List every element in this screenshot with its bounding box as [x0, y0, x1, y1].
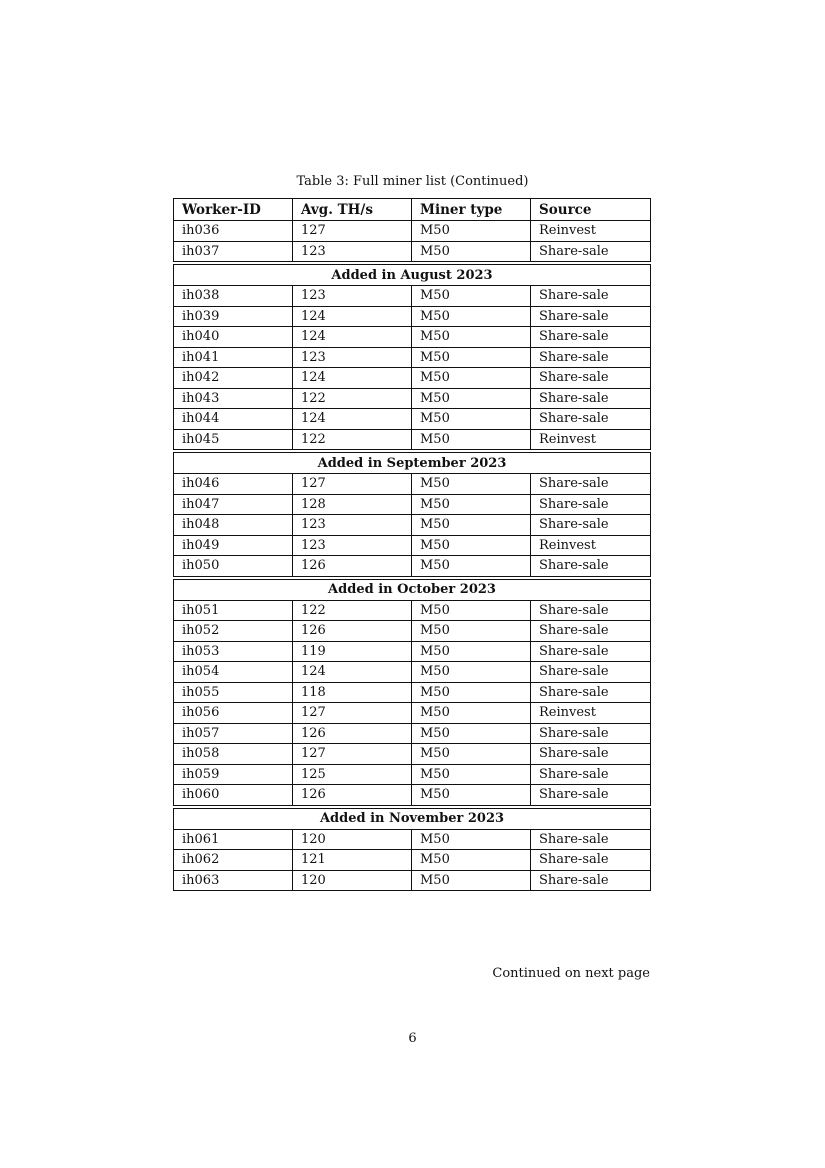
table-row	[174, 829, 651, 850]
source-cell: Share-sale	[531, 494, 651, 515]
source-cell: Share-sale	[531, 515, 651, 536]
avg-ths-cell: 118	[293, 682, 412, 703]
avg-ths-cell: 127	[293, 221, 412, 242]
avg-ths-cell: 124	[293, 327, 412, 348]
worker-id-cell: ih051	[174, 600, 293, 621]
source-cell: Reinvest	[531, 535, 651, 556]
source-cell: Share-sale	[531, 347, 651, 368]
worker-id-cell: ih043	[174, 388, 293, 409]
miner-type-cell: M50	[412, 556, 531, 577]
source-cell: Reinvest	[531, 703, 651, 724]
table-row	[174, 515, 651, 536]
source-cell: Reinvest	[531, 221, 651, 242]
table-row	[174, 535, 651, 556]
source-cell: Share-sale	[531, 723, 651, 744]
worker-id-cell: ih045	[174, 429, 293, 450]
source-cell: Share-sale	[531, 474, 651, 495]
table-row	[174, 764, 651, 785]
group-heading-row	[174, 808, 651, 829]
miner-type-cell: M50	[412, 764, 531, 785]
table-row	[174, 744, 651, 765]
avg-ths-cell: 128	[293, 494, 412, 515]
table-row	[174, 785, 651, 806]
table-row	[174, 621, 651, 642]
header-row	[174, 199, 651, 221]
miner-type-cell: M50	[412, 600, 531, 621]
worker-id-cell: ih059	[174, 764, 293, 785]
worker-id-cell: ih046	[174, 474, 293, 495]
table-row	[174, 494, 651, 515]
group-heading: Added in August 2023	[174, 265, 651, 286]
worker-id-cell: ih061	[174, 829, 293, 850]
worker-id-cell: ih049	[174, 535, 293, 556]
source-cell: Share-sale	[531, 241, 651, 262]
source-cell: Share-sale	[531, 306, 651, 327]
table-caption: Table 3: Full miner list (Continued)	[296, 174, 529, 189]
avg-ths-cell: 120	[293, 870, 412, 891]
source-cell: Share-sale	[531, 327, 651, 348]
avg-ths-cell: 121	[293, 850, 412, 871]
header-avg-ths: Avg. TH/s	[293, 199, 412, 221]
table-row	[174, 600, 651, 621]
source-cell: Share-sale	[531, 556, 651, 577]
table-row	[174, 286, 651, 307]
miner-table	[173, 198, 651, 891]
table-row	[174, 368, 651, 389]
miner-type-cell: M50	[412, 347, 531, 368]
worker-id-cell: ih052	[174, 621, 293, 642]
miner-type-cell: M50	[412, 744, 531, 765]
miner-type-cell: M50	[412, 829, 531, 850]
source-cell: Share-sale	[531, 764, 651, 785]
header-miner-type: Miner type	[412, 199, 531, 221]
source-cell: Share-sale	[531, 388, 651, 409]
table-row	[174, 429, 651, 450]
worker-id-cell: ih036	[174, 221, 293, 242]
worker-id-cell: ih039	[174, 306, 293, 327]
group-heading-row	[174, 453, 651, 474]
table-row	[174, 241, 651, 262]
avg-ths-cell: 124	[293, 368, 412, 389]
group-heading-row	[174, 579, 651, 600]
source-cell: Share-sale	[531, 641, 651, 662]
table-row	[174, 556, 651, 577]
avg-ths-cell: 123	[293, 515, 412, 536]
worker-id-cell: ih038	[174, 286, 293, 307]
miner-table-container	[173, 198, 650, 891]
group-heading-row	[174, 265, 651, 286]
avg-ths-cell: 126	[293, 621, 412, 642]
miner-type-cell: M50	[412, 621, 531, 642]
miner-type-cell: M50	[412, 327, 531, 348]
group-heading: Added in November 2023	[174, 808, 651, 829]
miner-type-cell: M50	[412, 535, 531, 556]
miner-type-cell: M50	[412, 286, 531, 307]
worker-id-cell: ih063	[174, 870, 293, 891]
avg-ths-cell: 124	[293, 409, 412, 430]
source-cell: Share-sale	[531, 621, 651, 642]
miner-type-cell: M50	[412, 306, 531, 327]
miner-type-cell: M50	[412, 429, 531, 450]
worker-id-cell: ih040	[174, 327, 293, 348]
avg-ths-cell: 127	[293, 744, 412, 765]
table-row	[174, 474, 651, 495]
worker-id-cell: ih057	[174, 723, 293, 744]
continued-note: Continued on next page	[492, 966, 650, 981]
source-cell: Share-sale	[531, 829, 651, 850]
source-cell: Share-sale	[531, 662, 651, 683]
table-header	[174, 199, 651, 221]
worker-id-cell: ih041	[174, 347, 293, 368]
source-cell: Share-sale	[531, 286, 651, 307]
group-heading: Added in September 2023	[174, 453, 651, 474]
miner-type-cell: M50	[412, 515, 531, 536]
source-cell: Share-sale	[531, 368, 651, 389]
miner-type-cell: M50	[412, 662, 531, 683]
source-cell: Share-sale	[531, 785, 651, 806]
table-row	[174, 723, 651, 744]
table-row	[174, 850, 651, 871]
avg-ths-cell: 124	[293, 662, 412, 683]
table-row	[174, 641, 651, 662]
miner-type-cell: M50	[412, 870, 531, 891]
avg-ths-cell: 127	[293, 474, 412, 495]
worker-id-cell: ih037	[174, 241, 293, 262]
table-body	[174, 221, 651, 891]
worker-id-cell: ih062	[174, 850, 293, 871]
table-row	[174, 662, 651, 683]
worker-id-cell: ih060	[174, 785, 293, 806]
miner-type-cell: M50	[412, 703, 531, 724]
worker-id-cell: ih047	[174, 494, 293, 515]
header-worker-id: Worker-ID	[174, 199, 293, 221]
table-row	[174, 682, 651, 703]
miner-type-cell: M50	[412, 409, 531, 430]
miner-type-cell: M50	[412, 641, 531, 662]
page-number: 6	[408, 1031, 417, 1046]
table-row	[174, 327, 651, 348]
avg-ths-cell: 120	[293, 829, 412, 850]
miner-type-cell: M50	[412, 723, 531, 744]
table-row	[174, 347, 651, 368]
avg-ths-cell: 122	[293, 429, 412, 450]
worker-id-cell: ih055	[174, 682, 293, 703]
avg-ths-cell: 126	[293, 785, 412, 806]
miner-type-cell: M50	[412, 785, 531, 806]
worker-id-cell: ih054	[174, 662, 293, 683]
miner-type-cell: M50	[412, 241, 531, 262]
worker-id-cell: ih053	[174, 641, 293, 662]
avg-ths-cell: 124	[293, 306, 412, 327]
table-row	[174, 870, 651, 891]
source-cell: Share-sale	[531, 870, 651, 891]
miner-type-cell: M50	[412, 850, 531, 871]
worker-id-cell: ih058	[174, 744, 293, 765]
source-cell: Share-sale	[531, 850, 651, 871]
avg-ths-cell: 127	[293, 703, 412, 724]
worker-id-cell: ih056	[174, 703, 293, 724]
miner-type-cell: M50	[412, 474, 531, 495]
miner-type-cell: M50	[412, 368, 531, 389]
source-cell: Share-sale	[531, 744, 651, 765]
worker-id-cell: ih048	[174, 515, 293, 536]
worker-id-cell: ih050	[174, 556, 293, 577]
avg-ths-cell: 123	[293, 286, 412, 307]
worker-id-cell: ih042	[174, 368, 293, 389]
avg-ths-cell: 123	[293, 535, 412, 556]
avg-ths-cell: 125	[293, 764, 412, 785]
avg-ths-cell: 122	[293, 388, 412, 409]
source-cell: Share-sale	[531, 682, 651, 703]
miner-type-cell: M50	[412, 388, 531, 409]
table-row	[174, 221, 651, 242]
miner-type-cell: M50	[412, 494, 531, 515]
source-cell: Share-sale	[531, 409, 651, 430]
header-source: Source	[531, 199, 651, 221]
avg-ths-cell: 123	[293, 241, 412, 262]
source-cell: Reinvest	[531, 429, 651, 450]
miner-type-cell: M50	[412, 682, 531, 703]
avg-ths-cell: 123	[293, 347, 412, 368]
miner-type-cell: M50	[412, 221, 531, 242]
avg-ths-cell: 126	[293, 723, 412, 744]
avg-ths-cell: 122	[293, 600, 412, 621]
table-row	[174, 388, 651, 409]
source-cell: Share-sale	[531, 600, 651, 621]
group-heading: Added in October 2023	[174, 579, 651, 600]
avg-ths-cell: 119	[293, 641, 412, 662]
worker-id-cell: ih044	[174, 409, 293, 430]
avg-ths-cell: 126	[293, 556, 412, 577]
table-row	[174, 703, 651, 724]
table-row	[174, 306, 651, 327]
table-row	[174, 409, 651, 430]
